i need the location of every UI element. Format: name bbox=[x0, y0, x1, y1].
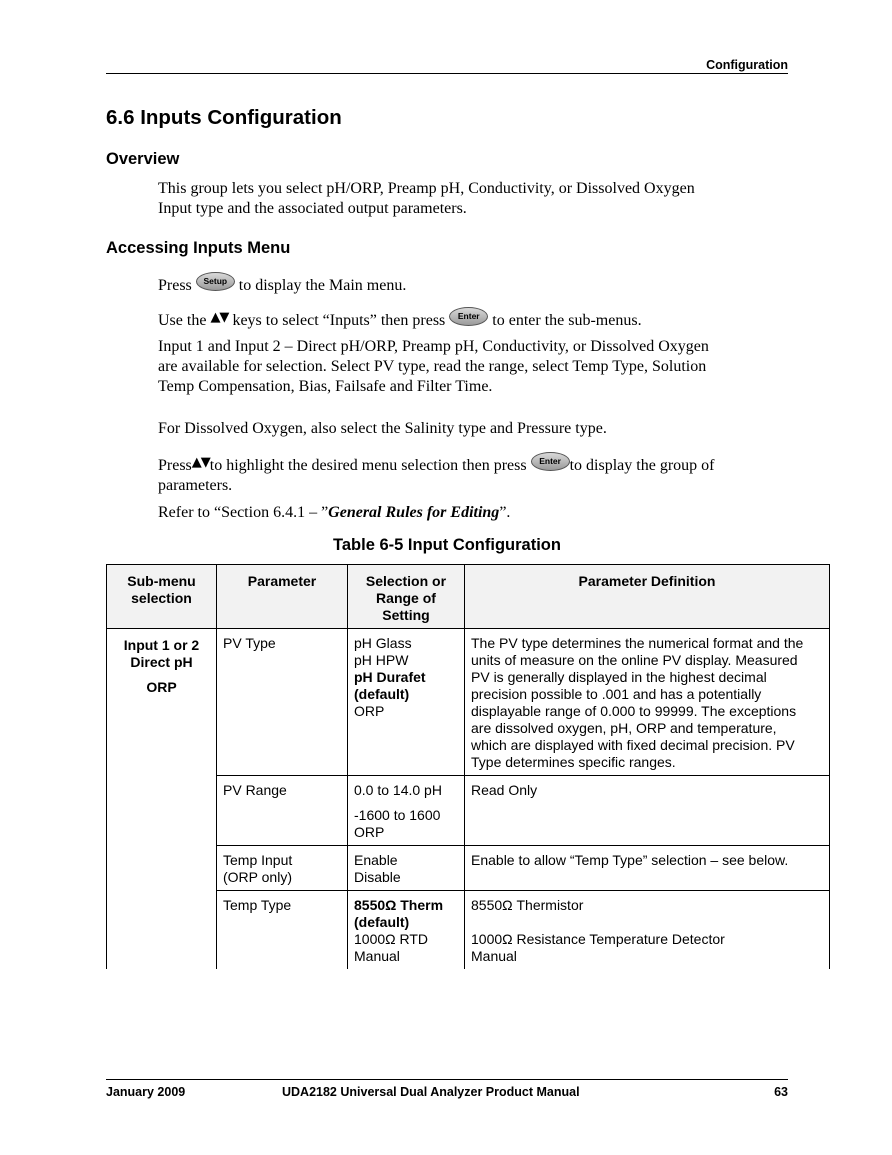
table-row bbox=[107, 629, 830, 776]
param-cell: PV Range bbox=[217, 776, 348, 846]
header-parameter: Parameter bbox=[217, 565, 348, 629]
definition-cell: The PV type determines the numerical format and the units of measure on the online PV display. Measured PV is generally displayed in the highest decimal precision possible to .001 and has a potentially displayable range of 0.000 to 99999. The exceptions are dissolved oxygen, pH, ORP and temperature, which are displayed with fixed decimal precision. PV Type determines specific ranges. bbox=[465, 629, 830, 776]
selection-cell: pH Glass pH HPW pH Durafet (default) ORP bbox=[348, 629, 465, 776]
press-word: Press bbox=[158, 277, 192, 294]
param-cell: PV Type bbox=[217, 629, 348, 776]
definition-cell: 8550Ω Thermistor 1000Ω Resistance Temperature Detector Manual bbox=[465, 891, 830, 970]
header-submenu: Sub-menu selection bbox=[107, 565, 217, 629]
enter-key-icon: Enter bbox=[449, 307, 488, 326]
main-menu-text: to display the Main menu. bbox=[238, 277, 407, 294]
parameters-text: parameters. bbox=[158, 477, 233, 494]
highlight-text: to highlight the desired menu selection then press bbox=[209, 457, 527, 474]
up-down-arrows-icon: ▲▼ bbox=[210, 310, 229, 325]
refer-suffix: ”. bbox=[499, 504, 511, 521]
footer-page-number: 63 bbox=[774, 1085, 788, 1099]
press-setup-line bbox=[158, 272, 406, 296]
selection-cell: 8550Ω Therm (default) 1000Ω RTD Manual bbox=[348, 891, 465, 970]
input-line-2: are available for selection. Select PV type, read the range, select Temp Type, Solution bbox=[158, 358, 707, 375]
input-configuration-table bbox=[106, 564, 830, 969]
page-title: 6.6 Inputs Configuration bbox=[106, 106, 342, 129]
table-header-row bbox=[107, 565, 830, 629]
setup-key-icon: Setup bbox=[196, 272, 235, 291]
table-caption: Table 6-5 Input Configuration bbox=[333, 536, 561, 554]
definition-cell: Enable to allow “Temp Type” selection – see below. bbox=[465, 846, 830, 891]
enter-key-icon: Enter bbox=[531, 452, 570, 471]
input-line-3: Temp Compensation, Bias, Failsafe and Filter Time. bbox=[158, 378, 493, 395]
overview-line-2: Input type and the associated output parameters. bbox=[158, 200, 467, 217]
header-definition: Parameter Definition bbox=[465, 565, 830, 629]
selection-cell: 0.0 to 14.0 pH -1600 to 1600 ORP bbox=[348, 776, 465, 846]
overview-text bbox=[158, 179, 695, 219]
footer-manual-title: UDA2182 Universal Dual Analyzer Product Manual bbox=[282, 1085, 580, 1099]
selection-cell: Enable Disable bbox=[348, 846, 465, 891]
header-section-title: Configuration bbox=[706, 58, 788, 72]
refer-link-text: General Rules for Editing bbox=[328, 504, 500, 521]
page-header bbox=[106, 56, 788, 74]
submenu-cell: Input 1 or 2 Direct pH ORP bbox=[107, 629, 217, 970]
press-word-2: Press bbox=[158, 457, 192, 474]
highlight-line bbox=[158, 452, 714, 496]
overview-line-1: This group lets you select pH/ORP, Preamp pH, Conductivity, or Dissolved Oxygen bbox=[158, 180, 695, 197]
up-down-arrows-icon: ▲▼ bbox=[191, 455, 210, 470]
param-cell: Temp Input (ORP only) bbox=[217, 846, 348, 891]
accessing-heading: Accessing Inputs Menu bbox=[106, 239, 291, 257]
param-cell: Temp Type bbox=[217, 891, 348, 970]
header-selection: Selection or Range of Setting bbox=[348, 565, 465, 629]
enter-submenus-text: to enter the sub-menus. bbox=[492, 312, 642, 329]
overview-heading: Overview bbox=[106, 150, 180, 168]
input-description bbox=[158, 337, 709, 397]
use-the-text: Use the bbox=[158, 312, 207, 329]
page-footer bbox=[106, 1079, 788, 1099]
display-group-text: to display the group of bbox=[569, 457, 715, 474]
refer-prefix: Refer to “Section 6.4.1 – ” bbox=[158, 504, 329, 521]
footer-date: January 2009 bbox=[106, 1085, 186, 1099]
input-line-1: Input 1 and Input 2 – Direct pH/ORP, Preamp pH, Conductivity, or Dissolved Oxygen bbox=[158, 338, 709, 355]
use-arrows-line bbox=[158, 307, 642, 331]
refer-line bbox=[158, 503, 510, 523]
keys-select-text: keys to select “Inputs” then press bbox=[232, 312, 446, 329]
definition-cell: Read Only bbox=[465, 776, 830, 846]
dissolved-oxygen-note: For Dissolved Oxygen, also select the Salinity type and Pressure type. bbox=[158, 420, 607, 437]
